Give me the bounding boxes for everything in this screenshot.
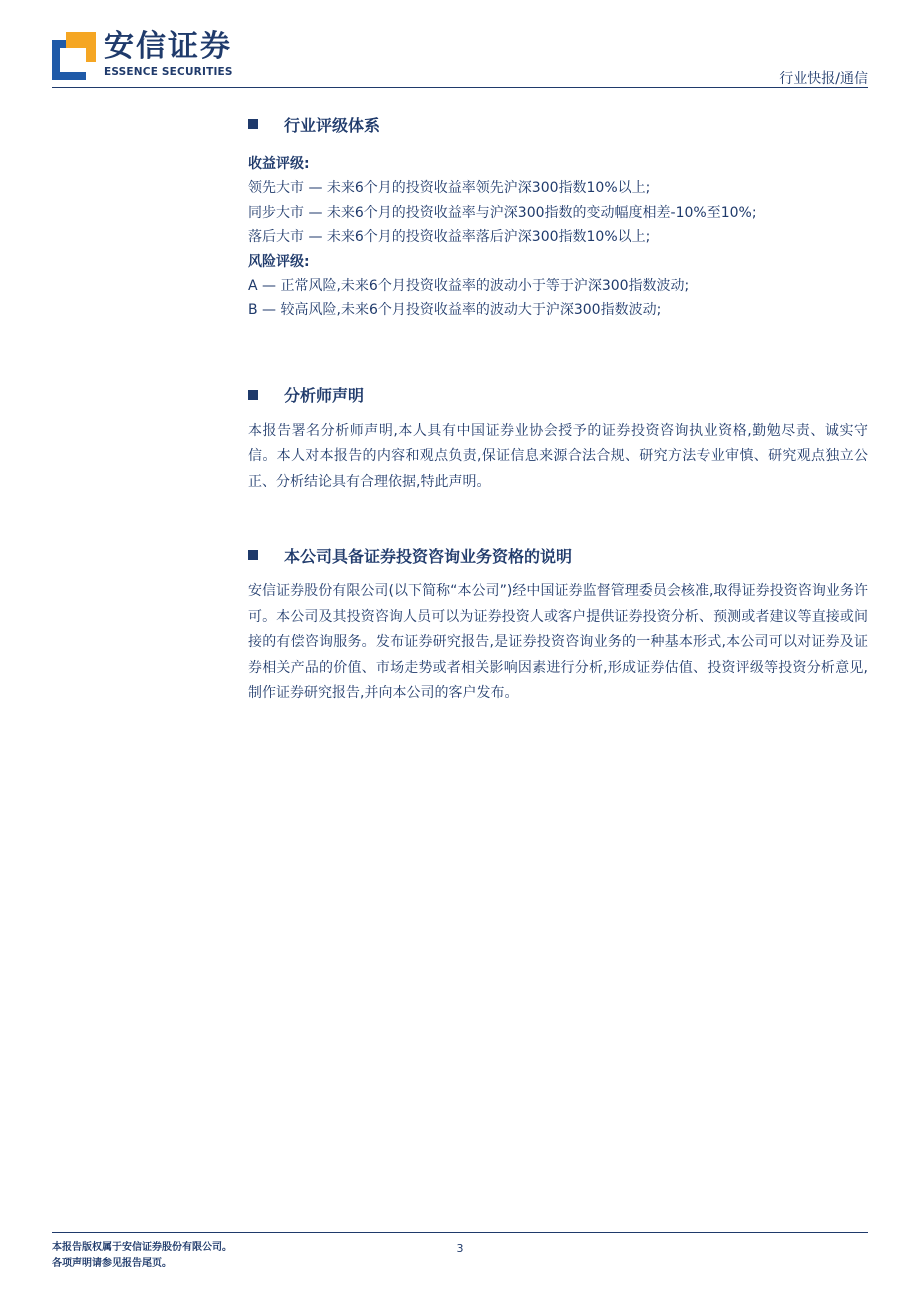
footer-disclaimer-ref: 各项声明请参见报告尾页。 xyxy=(52,1258,172,1269)
logo-text-cn: 安信证券 xyxy=(104,29,232,64)
rating-line: 同步大市 — 未来6个月的投资收益率与沪深300指数的变动幅度相差-10%至10%; xyxy=(248,204,757,221)
section-qualification xyxy=(248,541,868,707)
main-content xyxy=(248,110,868,707)
square-bullet-icon xyxy=(248,119,258,129)
square-bullet-icon xyxy=(248,390,258,400)
section-title xyxy=(248,110,868,138)
section-rating-system xyxy=(248,110,868,323)
header-divider xyxy=(52,87,868,88)
square-bullet-icon xyxy=(248,550,258,560)
report-category: 行业快报/通信 xyxy=(779,71,868,87)
company-logo-icon xyxy=(52,32,96,80)
footer-copyright: 本报告版权属于安信证券股份有限公司。 xyxy=(52,1242,232,1253)
section-title xyxy=(248,381,868,409)
logo-text-en: ESSENCE SECURITIES xyxy=(104,66,233,78)
section-body: 本报告署名分析师声明,本人具有中国证券业协会授予的证券投资咨询执业资格,勤勉尽责、诚实守信。本人对本报告的内容和观点负责,保证信息来源合法合规、研究方法专业审慎、研究观点独立公正、分析结论具有合理依据,特此声明。 xyxy=(248,422,868,490)
risk-line: A — 正常风险,未来6个月投资收益率的波动小于等于沪深300指数波动; xyxy=(248,277,690,294)
page-header xyxy=(0,0,920,92)
return-rating-label: 收益评级: xyxy=(248,156,310,172)
section-title-text: 分析师声明 xyxy=(284,386,365,405)
rating-line: 落后大市 — 未来6个月的投资收益率落后沪深300指数10%以上; xyxy=(248,229,651,245)
footer-divider xyxy=(52,1232,868,1233)
page-number: 3 xyxy=(456,1242,464,1255)
section-title xyxy=(248,541,868,569)
section-title-text: 本公司具备证券投资咨询业务资格的说明 xyxy=(284,546,573,566)
risk-rating-label: 风险评级: xyxy=(248,253,310,270)
section-analyst-statement xyxy=(248,381,868,496)
rating-line: 领先大市 — 未来6个月的投资收益率领先沪深300指数10%以上; xyxy=(248,180,651,196)
section-body: 安信证券股份有限公司(以下简称“本公司”)经中国证券监督管理委员会核准,取得证券投资咨询业务许可。本公司及其投资咨询人员可以为证券投资人或客户提供证券投资分析、预测或者建议等直接或间接的有偿咨询服务。发布证券研究报告,是证券投资咨询业务的一种基本形式,本公司可以对证券及证券相关产品的价值、市场走势或者相关影响因素进行分析,形成证券估值、投资评级等投资分析意见,制作证券研究报告,并向本公司的客户发布。 xyxy=(248,583,868,701)
section-title-text: 行业评级体系 xyxy=(284,115,381,135)
risk-line: B — 较高风险,未来6个月投资收益率的波动大于沪深300指数波动; xyxy=(248,302,662,318)
